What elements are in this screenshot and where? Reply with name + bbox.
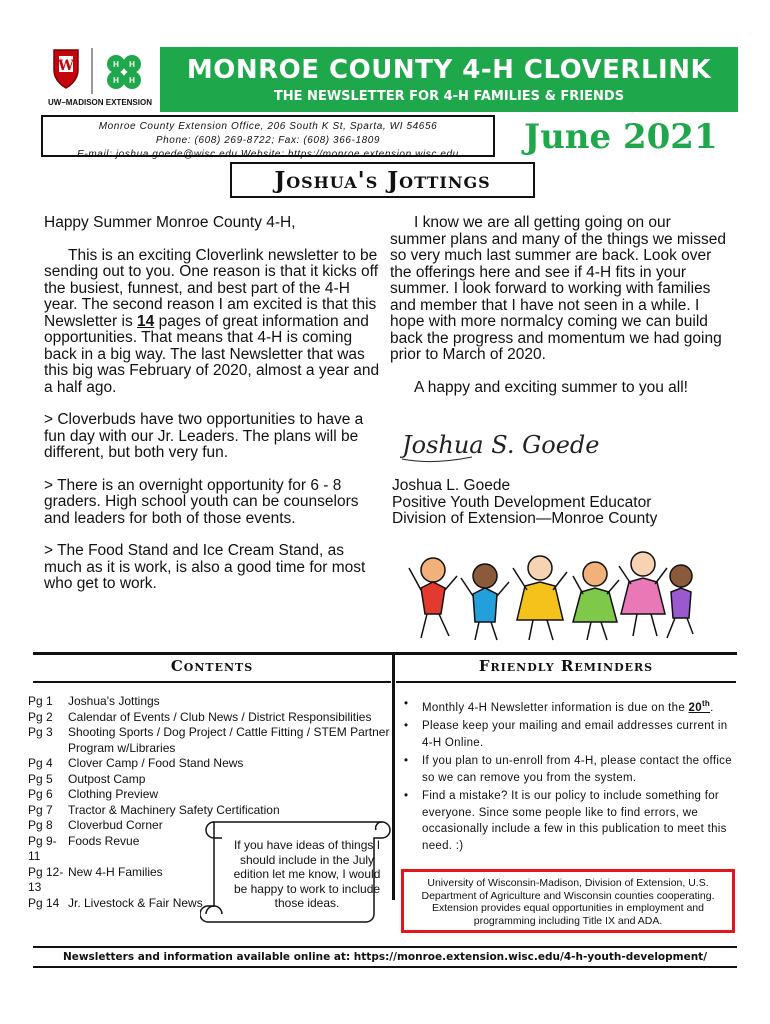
toc-row: Pg 9-11 Foods Revue xyxy=(28,833,140,863)
reminder-item: • Monthly 4-H Newsletter information is due on the 20th. xyxy=(404,698,714,714)
jottings-right-column xyxy=(390,215,730,396)
toc-row: Pg 14 Jr. Livestock & Fair News xyxy=(28,895,203,910)
author-division: Division of Extension—Monroe County xyxy=(392,510,658,527)
summer-paragraph: I know we are all getting going on our summer plans and many of the things we missed so very much last summer are back. Look over the offerings here and see if 4-H fits in your summer. I look forward to working with families and member that I have not seen in a while. I hope with more normalcy coming we can build back the progress and momentum we had going prior to March of 2020. xyxy=(390,214,726,363)
address-line: Monroe County Extension Office, 206 South K St, Sparta, WI 54656 xyxy=(98,121,438,132)
jottings-title: Joshua's Jottings xyxy=(230,162,535,198)
author-name: Joshua L. Goede xyxy=(392,477,511,494)
svg-text:H: H xyxy=(113,76,119,85)
toc-row: Pg 12-13 New 4-H Families xyxy=(28,864,163,894)
issue-date: June 2021 xyxy=(524,117,718,157)
closing-line: A happy and exciting summer to you all! xyxy=(414,378,688,396)
reminders-title: Friendly Reminders xyxy=(478,657,654,675)
svg-text:H: H xyxy=(113,60,119,69)
author-block xyxy=(392,478,732,528)
newsletter-title: MONROE COUNTY 4-H CLOVERLINK xyxy=(186,55,712,85)
reminders-list xyxy=(404,696,740,856)
greeting: Happy Summer Monroe County 4-H, xyxy=(44,214,296,231)
toc-row: Pg 1 Joshua's Jottings xyxy=(28,694,160,708)
signature xyxy=(400,425,600,465)
contents-underline xyxy=(33,681,391,683)
phone-line: Phone: (608) 269-8722; Fax: (608) 366-1809 xyxy=(155,135,381,146)
page-count: 14 xyxy=(137,312,155,330)
toc-row: Pg 2 Calendar of Events / Club News / District Responsibilities xyxy=(28,709,372,724)
reminder-item: • Find a mistake? It is our policy to include something for everyone. Since some people like to find errors, we occasionally include a few in this publication to meet this need. :) xyxy=(404,790,727,852)
toc-row: Pg 7 Tractor & Machinery Safety Certification xyxy=(28,802,280,817)
ideas-note: If you have ideas of things I should include in the July edition let me know, I would be happy to work to include those ideas. xyxy=(233,838,381,910)
toc-row: Pg 4 Clover Camp / Food Stand News xyxy=(28,756,244,770)
svg-text:H: H xyxy=(129,76,135,85)
jottings-left-column xyxy=(44,215,382,593)
toc-row: Pg 8 Cloverbud Corner xyxy=(28,818,163,832)
overnight-note: > There is an overnight opportunity for 6 - 8 graders. High school youth can be counselors and leaders for both of those events. xyxy=(44,476,359,527)
food-stand-note: > The Food Stand and Ice Cream Stand, as much as it is work, is also a good time for most who get to work. xyxy=(44,542,366,592)
footer-rule-bottom xyxy=(33,966,737,968)
due-day: 20 xyxy=(688,701,702,714)
footer-link-text[interactable]: Newsletters and information available online at: https://monroe.extension.wisc.edu/4-h-youth-development/ xyxy=(62,951,708,963)
toc-row: Pg 5 Outpost Camp xyxy=(28,771,146,786)
cloverbuds-note: > Cloverbuds have two opportunities to have a fun day with our Jr. Leaders. The plans will be different, but both very fun. xyxy=(44,411,364,461)
reminder-item: • If you plan to un-enroll from 4-H, please contact the office so we can remove you from the system. xyxy=(404,755,732,784)
author-role: Positive Youth Development Educator xyxy=(392,493,652,511)
newsletter-banner xyxy=(160,47,738,112)
email-website-line: E-mail: joshua.goede@wisc.edu Website: https://monroe.extension.wisc.edu xyxy=(77,149,459,160)
office-address-box xyxy=(41,115,495,160)
svg-text:H: H xyxy=(129,60,135,69)
toc-row: Pg 3 Shooting Sports / Dog Project / Cattle Fitting / STEM Partner xyxy=(28,725,390,739)
footer-rule-top xyxy=(33,946,737,948)
contents-title: Contents xyxy=(170,657,254,675)
dancing-kids-illustration xyxy=(405,548,695,643)
intro-paragraph: This is an exciting Cloverlink newsletter to be sending out to you. One reason is that it kicks off the busiest, funnest, and best part of the 4-H year. The second reason I am excited is that this Newsletter is 14 pages of great information and opportunities. That means that 4-H is coming back in a big way. The last Newsletter that was this big was February of 2020, almost a year and a half ago. xyxy=(44,246,380,396)
equal-opportunity-statement: University of Wisconsin-Madison, Division of Extension, U.S. Department of Agriculture and Wisconsin counties cooperating. Extension provides equal opportunities in employment and programming including Title IX and ADA. xyxy=(401,869,735,933)
toc-row: Pg 6 Clothing Preview xyxy=(28,787,159,801)
toc-row-continued: Program w/Libraries xyxy=(68,740,176,755)
uw-crest-letter: W xyxy=(58,58,74,74)
reminders-underline xyxy=(396,681,736,683)
newsletter-subtitle: THE NEWSLETTER FOR 4-H FAMILIES & FRIENDS xyxy=(273,89,625,104)
section-divider xyxy=(33,652,737,655)
reminder-item: • Please keep your mailing and email addresses current in 4-H Online. xyxy=(404,720,728,749)
uw-extension-label: UW–MADISON EXTENSION xyxy=(47,98,152,107)
signature-script: Joshua S. Goede xyxy=(402,431,600,459)
logo-graphic xyxy=(40,46,158,98)
